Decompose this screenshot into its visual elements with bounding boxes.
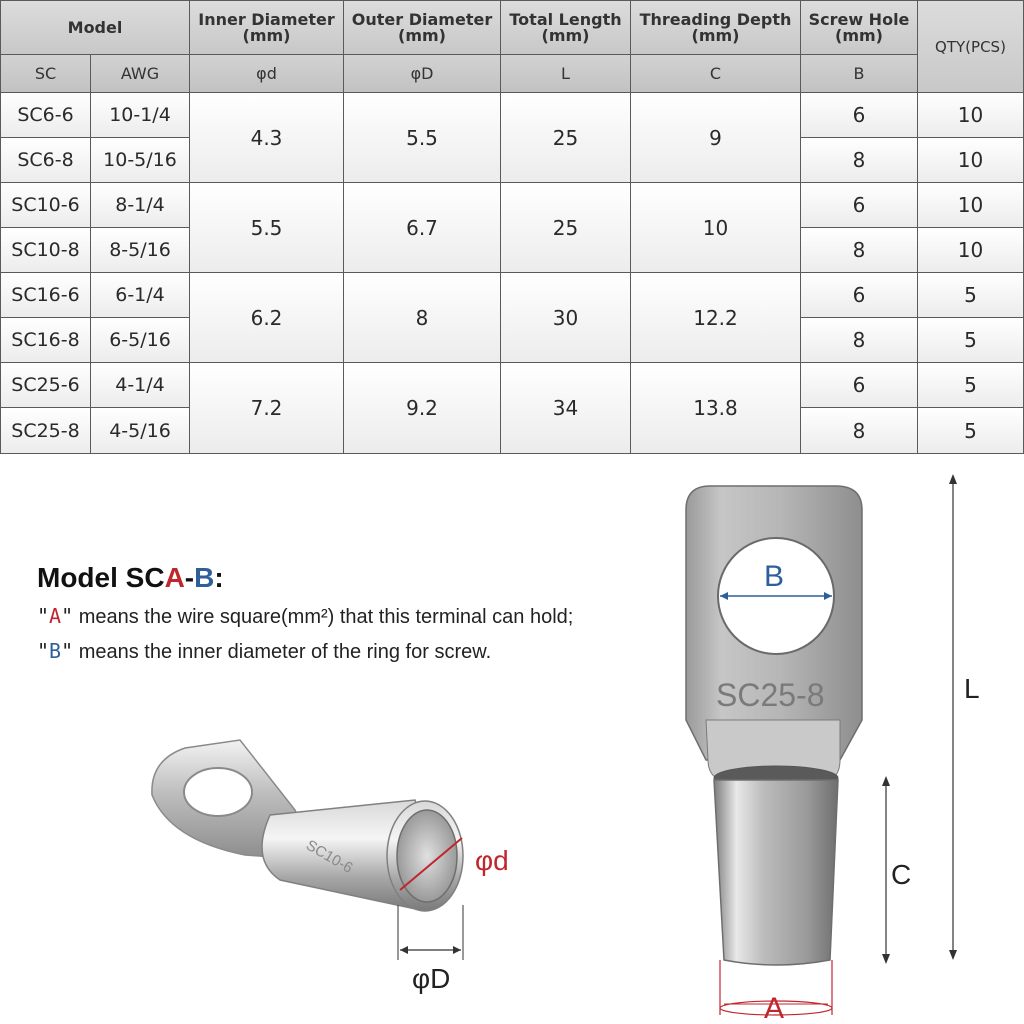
total-length-value: 25 — [552, 215, 579, 240]
screw-hole-value: 6 — [852, 193, 866, 217]
subheader-inner-label: φd — [256, 64, 277, 83]
title-prefix: Model SC — [37, 562, 165, 593]
inner-diameter-value: 7.2 — [250, 396, 283, 420]
b-label: B — [764, 560, 785, 593]
subheader-inner — [189, 54, 344, 93]
arrowhead — [882, 776, 890, 786]
screw-hole-value: 8 — [852, 328, 866, 352]
awg-value: 4-5/16 — [109, 419, 171, 442]
header-qty-label: QTY(PCS) — [935, 37, 1006, 56]
screw-hole-value: 6 — [852, 373, 866, 397]
inner-diameter-value: 5.5 — [250, 215, 283, 240]
qty-cell — [917, 317, 1024, 363]
subheader-screw-label: B — [853, 64, 865, 83]
sc-value: SC6-8 — [17, 149, 74, 171]
outer-diameter-value: 5.5 — [406, 125, 438, 150]
table-row-sc — [0, 92, 91, 138]
screw-hole-cell — [800, 227, 918, 273]
table-row-sc — [0, 317, 91, 363]
screw-hole-cell — [800, 317, 918, 363]
table-row-awg — [90, 227, 190, 273]
barrel — [714, 780, 838, 965]
awg-value: 6-5/16 — [109, 329, 171, 351]
sc-value: SC16-8 — [11, 329, 80, 351]
subheader-awg-label: AWG — [120, 64, 160, 83]
outer-diameter-label: φD — [412, 963, 451, 994]
inner-diameter-cell — [189, 92, 344, 183]
qty-value: 5 — [964, 283, 977, 307]
arrowhead — [882, 954, 890, 964]
outer-diameter-value: 8 — [415, 305, 429, 330]
arrowhead — [949, 950, 957, 960]
screw-hole-cell — [800, 182, 918, 228]
outer-diameter-cell — [343, 182, 501, 273]
screw-hole-value: 8 — [852, 418, 866, 443]
threading-depth-cell — [630, 182, 801, 273]
qty-cell — [917, 182, 1024, 228]
total-length-value: 34 — [552, 396, 579, 420]
table-row-sc — [0, 182, 91, 228]
quote-open: " — [37, 639, 50, 663]
threading-depth-cell — [630, 362, 801, 454]
total-length-cell — [500, 362, 631, 454]
arrowhead — [949, 474, 957, 484]
header-screw-hole — [800, 0, 918, 55]
qty-value: 10 — [957, 193, 984, 217]
l-label: L — [964, 673, 980, 704]
table-row-sc — [0, 227, 91, 273]
quote-close: " — [61, 639, 74, 663]
header-outer-diameter-unit: (mm) — [398, 25, 446, 45]
header-inner-diameter-label: Inner Diameter — [198, 9, 335, 29]
sc-value: SC10-8 — [11, 239, 80, 261]
header-threading-depth-label: Threading Depth — [639, 9, 792, 29]
qty-value: 5 — [964, 328, 977, 352]
sc-value: SC10-6 — [11, 194, 80, 216]
lug-stamp: SC10-6 — [303, 836, 356, 877]
sc-value: SC25-6 — [11, 374, 80, 396]
qty-cell — [917, 227, 1024, 273]
sc-value: SC16-6 — [11, 284, 80, 306]
title-dash: - — [184, 562, 195, 593]
header-outer-diameter — [343, 0, 501, 55]
line-a-letter: A — [49, 604, 62, 628]
threading-depth-cell — [630, 272, 801, 363]
qty-cell — [917, 362, 1024, 408]
arrowhead — [453, 946, 461, 954]
threading-depth-cell — [630, 92, 801, 183]
header-inner-diameter-unit: (mm) — [242, 25, 291, 45]
threading-depth-value: 13.8 — [693, 396, 738, 420]
model-description — [37, 562, 657, 664]
qty-cell — [917, 407, 1024, 454]
inner-diameter-label: φd — [475, 845, 509, 876]
screw-hole-cell — [800, 92, 918, 138]
arrowhead — [400, 946, 408, 954]
header-inner-diameter — [189, 0, 344, 55]
header-screw-hole-unit: (mm) — [835, 25, 883, 45]
title-letter-b: B — [194, 562, 215, 593]
total-length-cell — [500, 272, 631, 363]
straight-lug-illustration — [680, 470, 1020, 1020]
qty-value: 10 — [957, 238, 984, 262]
table-row-awg — [90, 362, 190, 408]
screw-hole-cell — [800, 407, 918, 454]
header-total-length-unit: (mm) — [541, 25, 590, 45]
quote-close: " — [61, 604, 74, 628]
total-length-cell — [500, 92, 631, 183]
header-screw-hole-label: Screw Hole — [808, 9, 910, 29]
header-total-length-label: Total Length — [509, 9, 622, 29]
subheader-sc-label: SC — [34, 64, 57, 83]
subheader-screw — [800, 54, 918, 93]
awg-value: 10-5/16 — [103, 149, 177, 171]
subheader-outer — [343, 54, 501, 93]
line-b-letter: B — [49, 639, 62, 663]
qty-cell — [917, 272, 1024, 318]
screw-hole-value: 8 — [852, 238, 866, 262]
c-label: C — [891, 859, 912, 890]
awg-value: 8-5/16 — [109, 239, 171, 261]
total-length-cell — [500, 182, 631, 273]
awg-value: 4-1/4 — [115, 374, 165, 396]
table-row-sc — [0, 137, 91, 183]
qty-cell — [917, 92, 1024, 138]
sc-value: SC6-6 — [17, 104, 74, 126]
line-a-text: means the wire square(mm²) that this terminal can hold; — [73, 606, 574, 628]
table-row-sc — [0, 362, 91, 408]
table-row-sc — [0, 407, 91, 454]
table-row-awg — [90, 182, 190, 228]
header-outer-diameter-label: Outer Diameter — [351, 9, 493, 29]
line-b-text: means the inner diameter of the ring for screw. — [73, 641, 492, 663]
spec-table — [0, 0, 1024, 455]
threading-depth-value: 10 — [702, 215, 729, 240]
inner-diameter-cell — [189, 362, 344, 454]
outer-diameter-value: 6.7 — [406, 215, 438, 240]
outer-diameter-cell — [343, 362, 501, 454]
qty-cell — [917, 137, 1024, 183]
screw-hole-cell — [800, 137, 918, 183]
subheader-length-label: L — [561, 64, 570, 83]
header-model-label: Model — [67, 17, 123, 37]
screw-hole-value: 6 — [852, 103, 866, 127]
awg-value: 10-1/4 — [109, 104, 171, 126]
screw-hole-cell — [800, 362, 918, 408]
subheader-outer-label: φD — [410, 64, 434, 83]
outer-diameter-value: 9.2 — [406, 396, 438, 420]
title-letter-a: A — [164, 562, 185, 593]
header-total-length — [500, 0, 631, 55]
outer-diameter-cell — [343, 92, 501, 183]
table-row-sc — [0, 272, 91, 318]
subheader-depth-label: C — [709, 64, 722, 83]
threading-depth-value: 9 — [709, 125, 722, 150]
a-label: A — [764, 992, 785, 1020]
table-row-awg — [90, 137, 190, 183]
screw-hole-cell — [800, 272, 918, 318]
inner-diameter-cell — [189, 272, 344, 363]
awg-value: 8-1/4 — [115, 194, 165, 216]
total-length-value: 25 — [552, 125, 579, 150]
plate-stamp: SC25-8 — [716, 677, 825, 713]
table-row-awg — [90, 272, 190, 318]
angled-lug-illustration — [130, 720, 550, 1000]
barrel-inner-opening — [397, 810, 457, 902]
header-model — [0, 0, 190, 55]
threading-depth-value: 12.2 — [693, 305, 738, 330]
header-threading-depth — [630, 0, 801, 55]
qty-value: 5 — [964, 373, 977, 397]
inner-diameter-value: 4.3 — [250, 125, 283, 150]
table-row-awg — [90, 92, 190, 138]
qty-value: 5 — [964, 418, 977, 443]
description-line-b — [37, 639, 657, 664]
header-qty — [917, 0, 1024, 93]
subheader-awg — [90, 54, 190, 93]
awg-value: 6-1/4 — [115, 284, 165, 306]
description-title — [37, 562, 657, 594]
quote-open: " — [37, 604, 50, 628]
subheader-depth — [630, 54, 801, 93]
qty-value: 10 — [957, 103, 984, 127]
subheader-sc — [0, 54, 91, 93]
title-suffix: : — [214, 562, 224, 593]
sc-value: SC25-8 — [11, 419, 80, 442]
qty-value: 10 — [957, 148, 984, 172]
lug-screw-hole — [184, 768, 252, 816]
table-row-awg — [90, 407, 190, 454]
inner-diameter-cell — [189, 182, 344, 273]
table-row-awg — [90, 317, 190, 363]
screw-hole-value: 6 — [852, 283, 866, 307]
screw-hole-value: 8 — [852, 148, 866, 172]
outer-diameter-cell — [343, 272, 501, 363]
total-length-value: 30 — [552, 305, 579, 330]
subheader-length — [500, 54, 631, 93]
header-threading-depth-unit: (mm) — [691, 25, 740, 45]
description-line-a — [37, 604, 657, 629]
inner-diameter-value: 6.2 — [250, 305, 283, 330]
